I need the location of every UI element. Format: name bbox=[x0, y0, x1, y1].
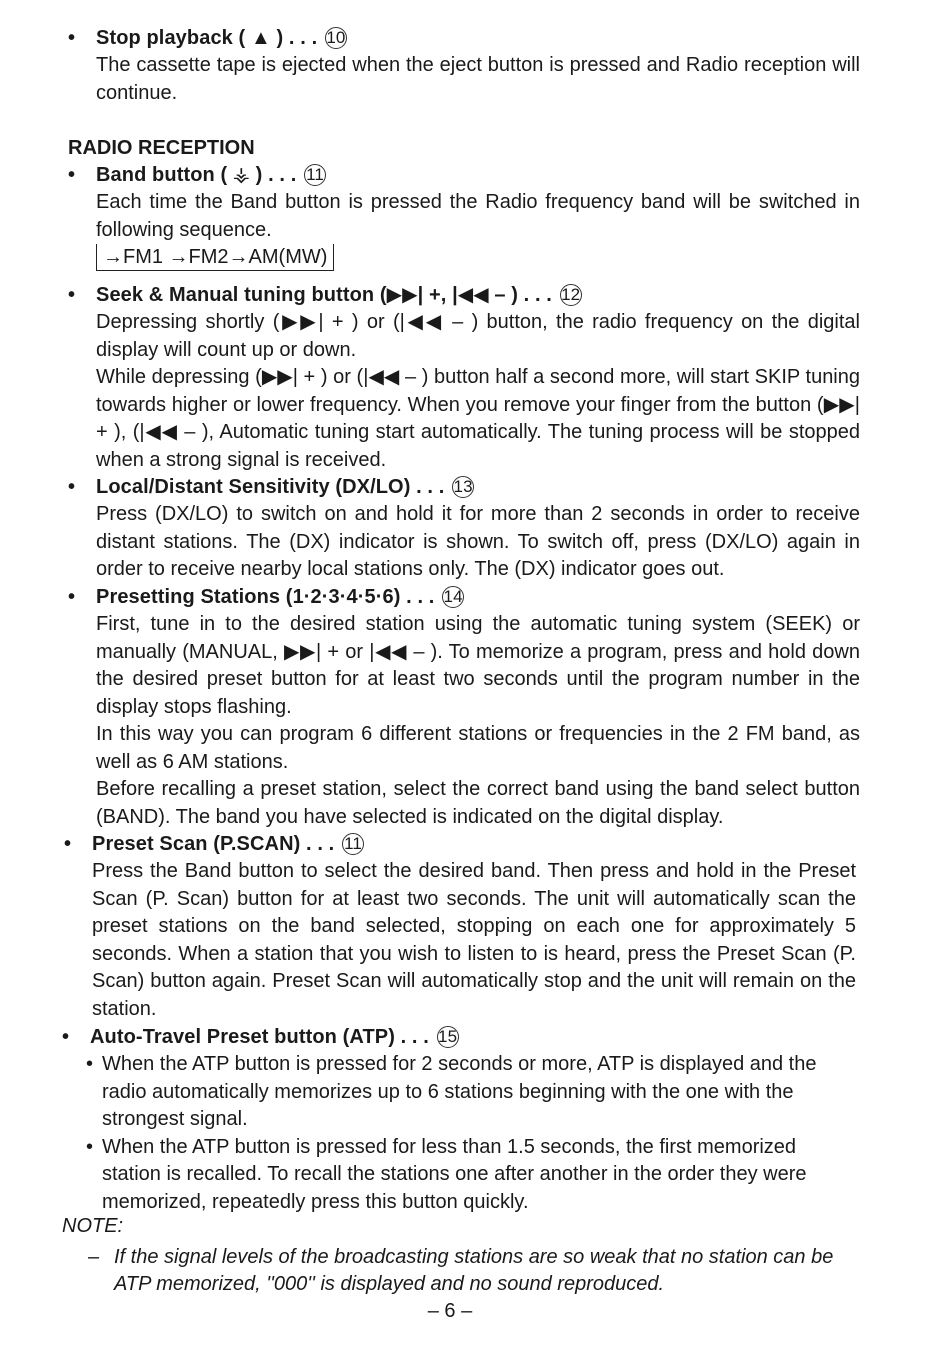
atp-section bbox=[54, 1023, 854, 1216]
presetting-text-3: Before recalling a preset station, select the correct band using the band select button (BAND). The band you have selected is indicated on the digital display. bbox=[96, 778, 860, 828]
bullet-icon: • bbox=[68, 284, 76, 306]
atp-list-item: • When the ATP button is pressed for 2 seconds or more, ATP is displayed and the radio automatically memorizes up to 6 stations beginning with the one with the strongest signal. bbox=[86, 1053, 817, 1130]
reference-number: 15 bbox=[438, 1027, 458, 1046]
seek-tuning-text-1: Depressing shortly (▶▶| + ) or (|◀◀ – ) button, the radio frequency on the digital display will count up or down. bbox=[96, 311, 860, 361]
dash-icon: – bbox=[88, 1246, 100, 1268]
reference-number: 13 bbox=[453, 477, 473, 496]
atp-title: • Auto-Travel Preset button (ATP) . . . 15 bbox=[54, 1023, 854, 1051]
dx-lo-title: • Local/Distant Sensitivity (DX/LO) . . . 13 bbox=[60, 473, 860, 501]
dx-lo-text: Press (DX/LO) to switch on and hold it for more than 2 seconds in order to receive distant stations. The (DX) indicator is shown. To switch off, press (DX/LO) again in order to receive nearby local stations only. The (DX) indicator goes out. bbox=[96, 503, 860, 580]
reference-number: 14 bbox=[443, 587, 463, 606]
stop-playback-section bbox=[60, 24, 860, 107]
radio-reception-heading: RADIO RECEPTION bbox=[68, 137, 255, 159]
reference-number: 10 bbox=[326, 28, 346, 47]
band-button-text: Each time the Band button is pressed the Radio frequency band will be switched in following sequence. bbox=[96, 191, 860, 241]
presetting-text-2: In this way you can program 6 different stations or frequencies in the 2 FM band, as well as 6 AM stations. bbox=[96, 723, 860, 773]
reference-number: 11 bbox=[342, 833, 364, 855]
dx-lo-section bbox=[60, 473, 860, 584]
bullet-icon: • bbox=[62, 1026, 70, 1048]
bullet-icon: • bbox=[68, 164, 76, 186]
note-heading: NOTE: bbox=[62, 1215, 124, 1237]
bullet-icon: • bbox=[64, 833, 72, 855]
small-bullet-icon: • bbox=[86, 1053, 94, 1075]
presetting-title: • Presetting Stations (1·2·3·4·5·6) . . . 14 bbox=[60, 583, 860, 611]
band-button-section bbox=[60, 161, 860, 271]
band-button-title: • Band button ( ⚶ ) . . . 11 bbox=[60, 161, 860, 189]
stop-playback-title: • Stop playback ( ▲ ) . . . 10 bbox=[60, 24, 860, 52]
seek-tuning-title: • Seek & Manual tuning button (▶▶| +, |◀◀ – ) . . . 12 bbox=[60, 281, 860, 309]
bullet-icon: • bbox=[68, 27, 76, 49]
note-text: – If the signal levels of the broadcasting stations are so weak that no station can be ATP memorized, ''000'' is displayed and no sound reproduced. bbox=[88, 1246, 834, 1295]
bullet-icon: • bbox=[68, 586, 76, 608]
reference-number: 11 bbox=[304, 164, 326, 186]
presetting-text-1: First, tune in to the desired station using the automatic tuning system (SEEK) or manually (MANUAL, ▶▶| + or |◀◀ – ). To memorize a program, press and hold down the desired preset button for at least two seconds until the program number in the display stops flashing. bbox=[96, 613, 860, 718]
band-sequence: →FM1 →FM2→AM(MW) bbox=[60, 244, 860, 271]
presetting-section bbox=[60, 583, 860, 831]
preset-scan-title: • Preset Scan (P.SCAN) . . . 11 bbox=[56, 830, 856, 858]
seek-tuning-section bbox=[60, 281, 860, 474]
bullet-icon: • bbox=[68, 476, 76, 498]
seek-tuning-text-2: While depressing (▶▶| + ) or (|◀◀ – ) button half a second more, will start SKIP tuning towards higher or lower frequency. When you remove your finger from the button (▶▶| + ), (|◀◀ – ), Automatic tuning start automatically. The tuning process will be stopped when a strong signal is received. bbox=[96, 366, 860, 471]
page-number: – 6 – bbox=[427, 1300, 473, 1322]
atp-list-item: • When the ATP button is pressed for less than 1.5 seconds, the first memorized station is recalled. To recall the stations one after another in the order they were memorized, repeatedly press this button quickly. bbox=[86, 1135, 807, 1213]
small-bullet-icon: • bbox=[86, 1135, 94, 1158]
stop-playback-text: The cassette tape is ejected when the eject button is pressed and Radio reception will continue. bbox=[96, 54, 860, 104]
preset-scan-text: Press the Band button to select the desired band. Then press and hold in the Preset Scan (P. Scan) button for at least two seconds. The unit will automatically scan the preset stations on the band selected, stopping on each one for approximately 5 seconds. When a station that you wish to listen to is heard, press the Preset Scan (P. Scan) button again. Preset Scan will automatically stop and the unit will remain on the station. bbox=[92, 860, 856, 1020]
reference-number: 12 bbox=[561, 285, 581, 304]
preset-scan-section bbox=[56, 830, 856, 1023]
